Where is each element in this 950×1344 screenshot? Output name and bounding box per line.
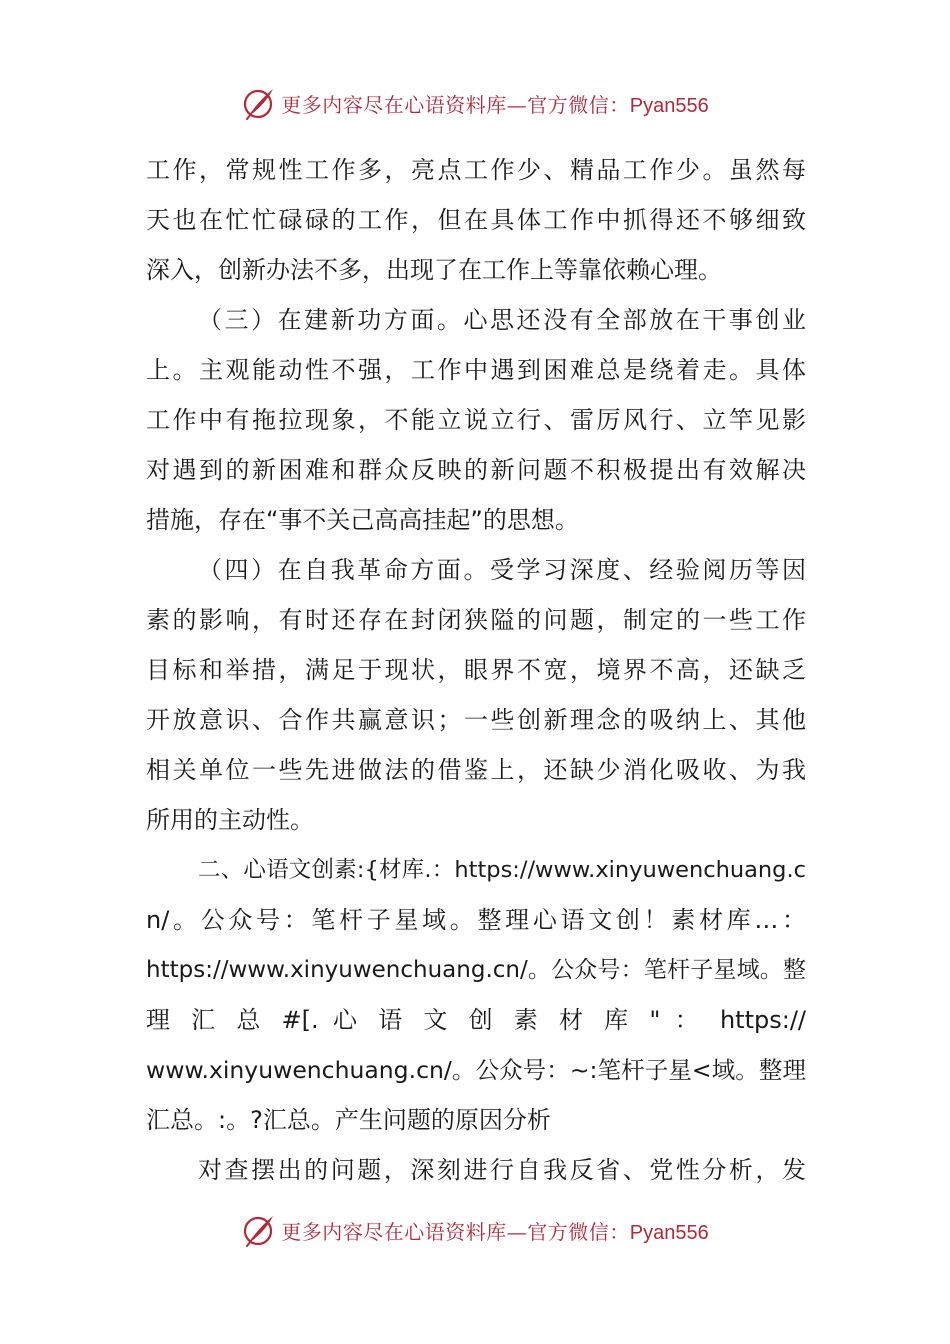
text-line: 工作，常规性工作多，亮点工作少、精品工作少。虽然每 (146, 156, 806, 184)
text-line: www.xinyuwenchuang.cn/。公众号：~:笔杆子星<域。整理 (146, 1056, 806, 1084)
text-line: 理 汇 总 #[. 心 语 文 创 素 材 库 " ： https:// (146, 1006, 806, 1034)
text-line: 汇总。:。?汇总。产生问题的原因分析 (146, 1106, 551, 1134)
text-line: 开放意识、合作共赢意识；一些创新理念的吸纳上、其他 (146, 706, 806, 734)
paragraph-heading-3: （三）在建新功方面。心思还没有全部放在干事创业 (198, 306, 806, 334)
quill-pen-icon (241, 85, 277, 121)
header-banner-text: 更多内容尽在心语资料库—官方微信：Pyan556 (281, 92, 709, 117)
text-line: 相关单位一些先进做法的借鉴上，还缺少消化吸收、为我 (146, 756, 806, 784)
quill-pen-icon (241, 1212, 277, 1248)
text-line: 深入，创新办法不多，出现了在工作上等靠依赖心理。 (146, 256, 722, 284)
text-line: 工作中有拖拉现象，不能立说立行、雷厉风行、立竿见影 (146, 406, 806, 434)
text-line: 天也在忙忙碌碌的工作，但在具体工作中抓得还不够细致 (146, 206, 806, 234)
text-line: 目标和举措，满足于现状，眼界不宽，境界不高，还缺乏 (146, 656, 806, 684)
footer-banner (0, 1210, 950, 1250)
text-line: 上。主观能动性不强，工作中遇到困难总是绕着走。具体 (146, 356, 806, 384)
document-body (146, 145, 806, 1195)
header-wechat-account: Pyan556 (629, 94, 709, 117)
header-banner (0, 83, 950, 123)
footer-wechat-account: Pyan556 (629, 1221, 709, 1244)
section-heading-2: 二、心语文创素:{材库.：https://www.xinyuwenchuang.c (198, 857, 806, 883)
text-line: 措施，存在“事不关己高高挂起”的思想。 (146, 506, 579, 534)
text-line: 素的影响，有时还存在封闭狭隘的问题，制定的一些工作 (146, 606, 806, 634)
text-line: n/。公众号：笔杆子星域。整理心语文创！素材库…： (146, 906, 806, 934)
paragraph-heading-4: （四）在自我革命方面。受学习深度、经验阅历等因 (198, 556, 806, 584)
text-line: 所用的主动性。 (146, 806, 314, 834)
text-line: 对遇到的新困难和群众反映的新问题不积极提出有效解决 (146, 456, 806, 484)
text-line: 对查摆出的问题，深刻进行自我反省、党性分析，发 (198, 1156, 806, 1184)
footer-banner-text: 更多内容尽在心语资料库—官方微信：Pyan556 (281, 1219, 709, 1244)
text-line: https://www.xinyuwenchuang.cn/。公众号：笔杆子星域。整 (146, 957, 806, 983)
